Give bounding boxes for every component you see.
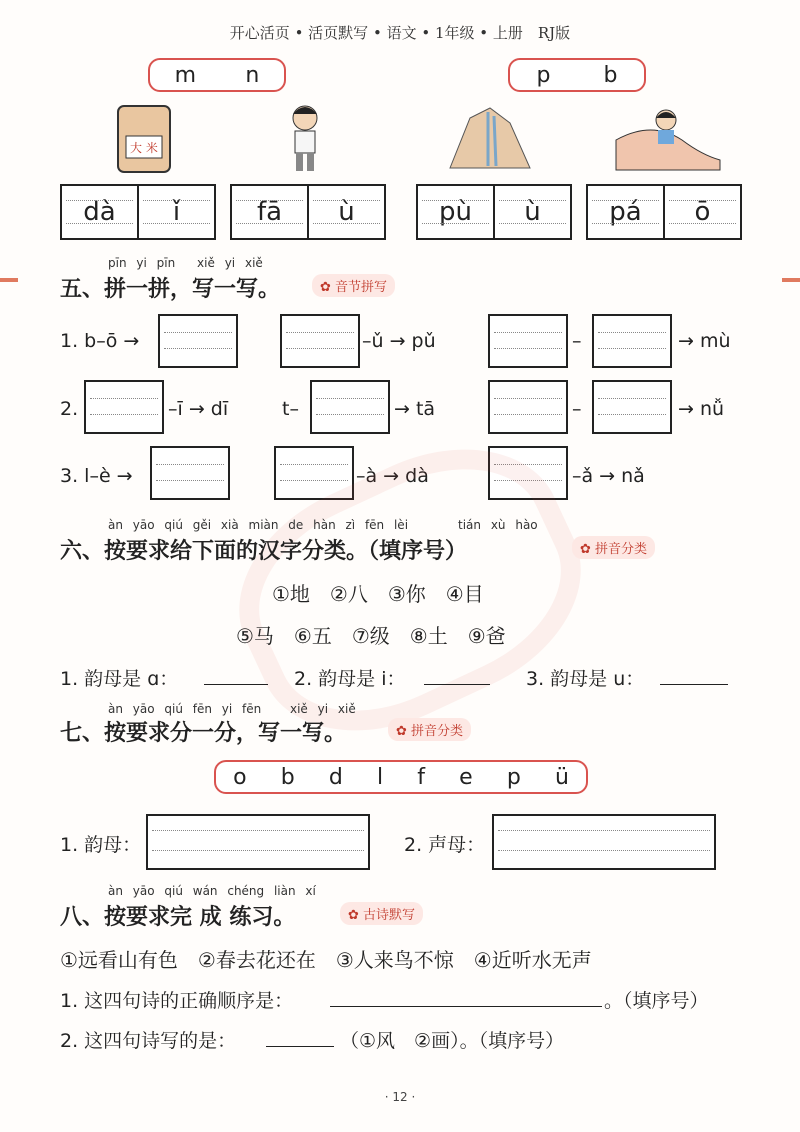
pinyin-cell: ǐ [137,186,214,238]
write-box[interactable] [592,314,672,368]
s5-row2-pre: t– [282,398,299,420]
waterfall-picture [440,98,540,172]
section-6-ruby-2: tián xù hào [458,518,538,532]
svg-text:大 米: 大 米 [130,141,158,155]
section-7-ruby-2: xiě yi xiě [290,702,356,716]
s5-row1-t1: –ǔ → pǔ [362,330,436,352]
s5-row2-t2: → tā [394,398,436,420]
letter: o [233,764,247,790]
write-box[interactable] [158,314,238,368]
pinyin-box [60,184,216,240]
letter: e [459,764,473,790]
section-7-title: 七、按要求分一分，写一写。 [60,720,347,746]
s8-q1-a: 1. 这四句诗的正确顺序是： [60,990,294,1012]
section-7-ruby: àn yāo qiú fēn yi fēn [108,702,262,716]
s5-row1-dash: – [572,330,582,352]
answer-line[interactable] [424,684,490,685]
s5-row2-t3: → nǚ [678,398,725,420]
side-mark [782,278,800,282]
section-7-tag: ✿ 拼音分类 [388,718,471,741]
s5-row3-t2: –ǎ → nǎ [572,465,645,487]
answer-line[interactable] [660,684,728,685]
char-row-2: ⑤马 ⑥五 ⑦级 ⑧土 ⑨爸 [236,624,506,648]
pinyin-cell: pù [418,186,493,238]
section-5-ruby: pīn yi pīn xiě yi xiě [108,256,263,270]
write-box[interactable] [280,314,360,368]
s6-q3: 3. 韵母是 u： [526,668,645,690]
section-8-ruby: àn yāo qiú wán chéng liàn xí [108,884,316,898]
s8-q2-a: 2. 这四句诗写的是： [60,1030,237,1052]
s7-q2: 2. 声母： [404,834,486,856]
climbing-boy-picture [612,100,724,172]
s5-row1-t2: → mù [678,330,731,352]
s5-row3-lead: 3. l–è → [60,465,133,487]
section-8-title: 八、按要求完 成 练习。 [60,904,296,930]
letter-pill-row [214,760,588,794]
pinyin-cell: ù [493,186,570,238]
s5-row2-t1: –ī → dī [168,398,229,420]
answer-line[interactable] [266,1046,334,1047]
write-box[interactable] [84,380,164,434]
pinyin-cell: ù [307,186,384,238]
write-box[interactable] [150,446,230,500]
page-number: · 12 · [384,1090,416,1104]
s5-row1-lead: 1. b–ō → [60,330,140,352]
pinyin-cell: ō [663,186,740,238]
letter: p [536,62,551,88]
pinyin-cell: pá [588,186,663,238]
section-6-tag: ✿ 拼音分类 [572,536,655,559]
letter: l [376,764,384,790]
page-header: 开心活页 • 活页默写 • 语文 • 1年级 • 上册 RJ版 [229,24,571,42]
s7-q1: 1. 韵母： [60,834,142,856]
s8-q2-b: （①风 ②画）。（填序号） [340,1030,565,1052]
letter: p [506,764,521,790]
section-5-title: 五、拼一拼，写一写。 [60,276,281,302]
write-box[interactable] [488,380,568,434]
letter: b [280,764,295,790]
answer-line[interactable] [330,1006,602,1007]
pinyin-box [416,184,572,240]
poem-lines: ①远看山有色 ②春去花还在 ③人来鸟不惊 ④近听水无声 [60,948,592,972]
letter: d [328,764,343,790]
s5-row3-t1: –à → dà [356,465,429,487]
write-box-initials[interactable] [492,814,716,870]
letter: m [174,62,197,88]
s8-q1-b: 。（填序号） [604,990,709,1012]
section-6-title: 六、按要求给下面的汉字分类。（填序号） [60,538,468,564]
write-box[interactable] [310,380,390,434]
pinyin-cell: dà [62,186,137,238]
letter: ü [554,764,569,790]
section-5-tag: ✿ 音节拼写 [312,274,395,297]
letter: f [417,764,425,790]
answer-line[interactable] [204,684,268,685]
write-box[interactable] [592,380,672,434]
write-box-finals[interactable] [146,814,370,870]
letter-pill-pb [508,58,646,92]
letter: b [603,62,618,88]
pinyin-box [230,184,386,240]
letter-pill-mn [148,58,286,92]
side-mark [0,278,18,282]
s5-row2-dash: – [572,398,582,420]
section-8-tag: ✿ 古诗默写 [340,902,423,925]
s5-row2-lead: 2. [60,398,79,420]
pinyin-box [586,184,742,240]
s6-q2: 2. 韵母是 i： [294,668,406,690]
girl-picture [280,100,330,178]
s6-q1: 1. 韵母是 ɑ： [60,668,179,690]
write-box[interactable] [488,314,568,368]
section-6-ruby: àn yāo qiú gěi xià miàn de hàn zì fēn lèi [108,518,409,532]
char-row-1: ①地 ②八 ③你 ④目 [272,582,484,606]
pinyin-cell: fā [232,186,307,238]
letter: n [245,62,260,88]
rice-bag-picture [108,100,180,176]
